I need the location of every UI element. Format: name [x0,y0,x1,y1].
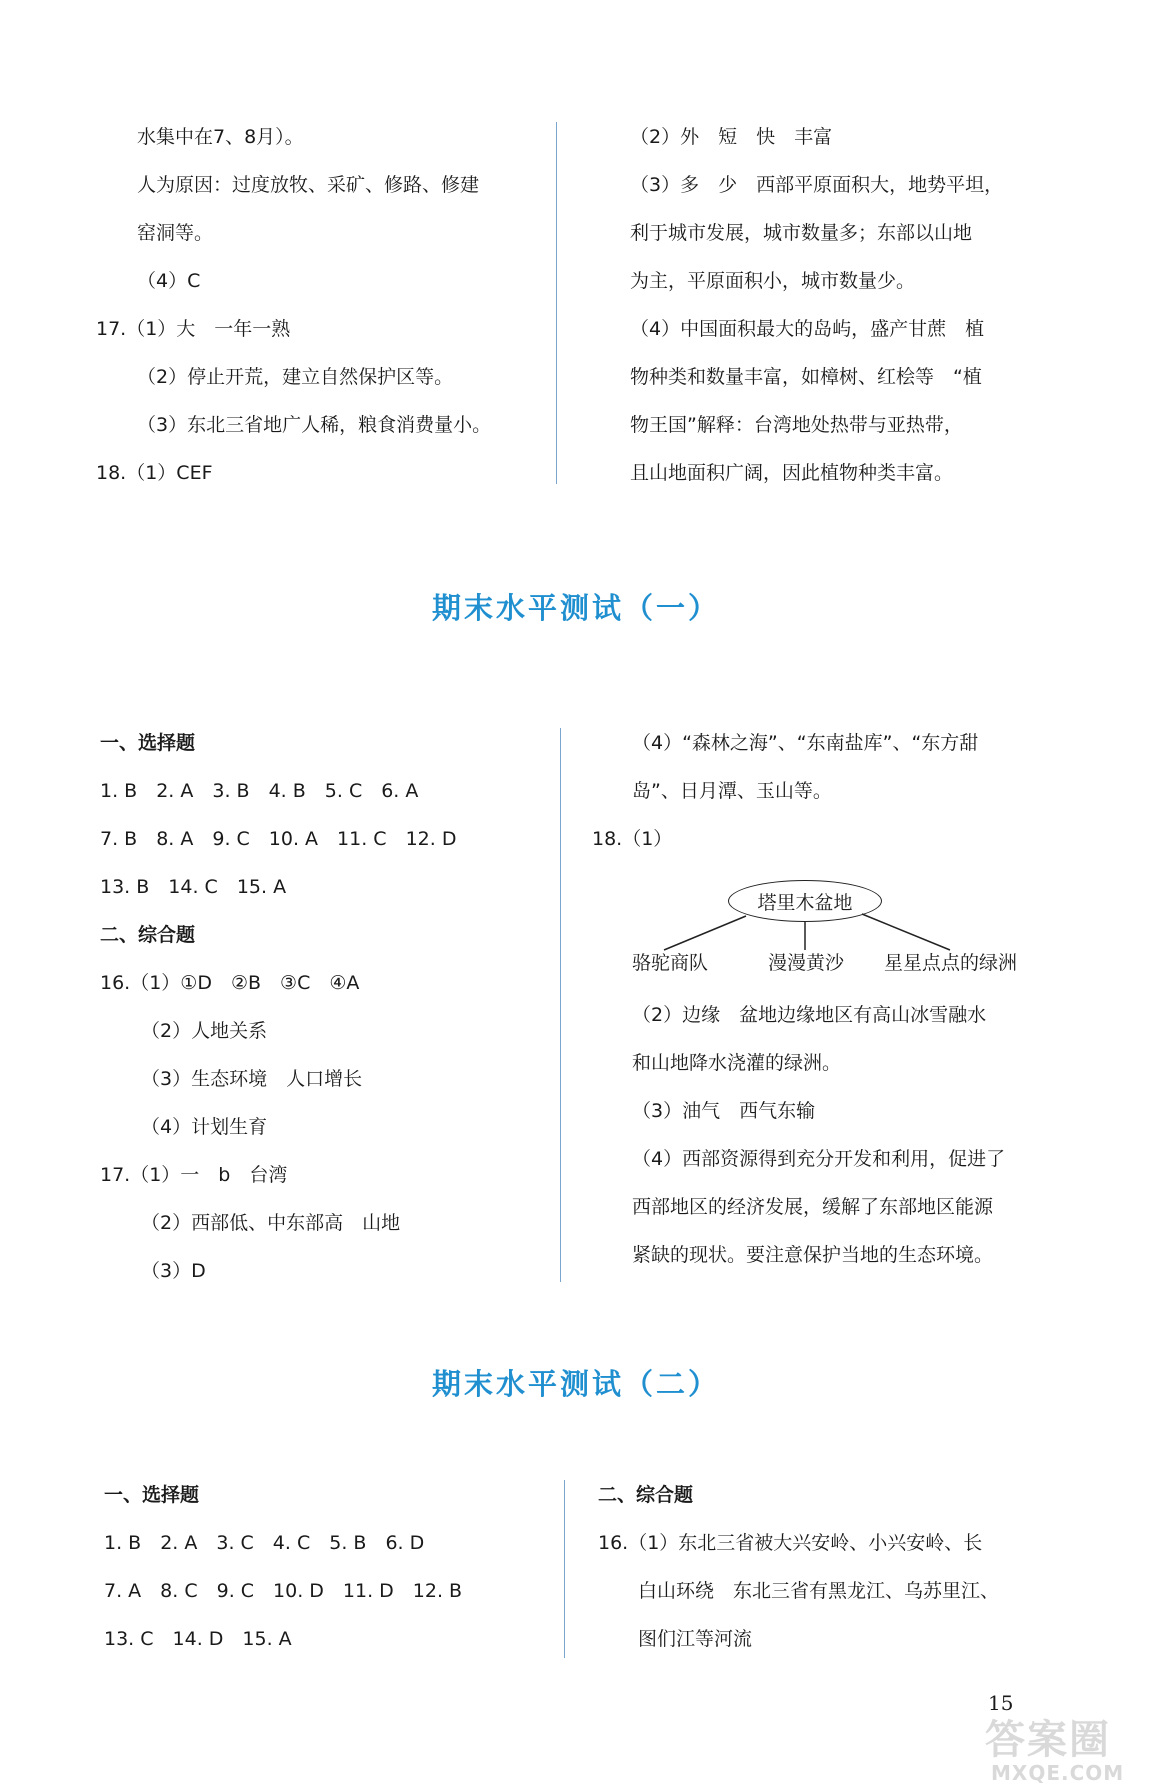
answer-line: 18.（1） [592,828,673,850]
answer-line: （2）边缘 盆地边缘地区有高山冰雪融水 [632,1004,987,1026]
answer-line: （2）西部低、中东部高 山地 [141,1212,401,1234]
answer-line: 物王国”解释：台湾地处热带与亚热带， [630,414,963,436]
answer-line: 13. C 14. D 15. A [104,1628,292,1650]
answer-line: （3）生态环境 人口增长 [141,1068,363,1090]
section-title: 期末水平测试（一） [431,591,720,625]
diagram-branch-line [664,916,746,950]
answer-line: （4）西部资源得到充分开发和利用，促进了 [632,1148,1006,1170]
answer-line: 窑洞等。 [137,222,214,244]
answer-line: 水集中在7、8月）。 [137,126,304,148]
answer-line: （2）人地关系 [141,1020,268,1042]
diagram-branch-label: 漫漫黄沙 [768,952,845,974]
answer-line: 7. A 8. C 9. C 10. D 11. D 12. B [104,1580,463,1602]
subsection-heading: 二、综合题 [100,924,196,946]
answer-line: 18.（1）CEF [96,462,213,484]
answer-line: 16.（1）①D ②B ③C ④A [100,972,360,994]
section-title: 期末水平测试（二） [431,1367,720,1401]
answer-line: （4）计划生育 [141,1116,268,1138]
answer-line: （2）外 短 快 丰富 [630,126,833,148]
diagram-center-label: 塔里木盆地 [757,891,853,914]
answer-line: 17.（1）大 一年一熟 [96,318,291,340]
answer-line: （2）停止开荒，建立自然保护区等。 [137,366,454,388]
answer-line: 为主，平原面积小，城市数量少。 [630,270,916,292]
answer-line: （4）C [137,270,201,292]
answer-line: 图们江等河流 [638,1628,753,1650]
answer-line: 岛”、日月潭、玉山等。 [632,780,832,802]
watermark-text: 答案圈 [985,1717,1111,1763]
answer-line: 7. B 8. A 9. C 10. A 11. C 12. D [100,828,457,850]
diagram-branch-label: 星星点点的绿洲 [884,952,1018,974]
answer-line: 1. B 2. A 3. B 4. B 5. C 6. A [100,780,419,802]
answer-line: （3）多 少 西部平原面积大，地势平坦， [630,174,1004,196]
answer-line: （4）中国面积最大的岛屿，盛产甘蔗 植 [630,318,985,340]
answer-line: （4）“森林之海”、“东南盐库”、“东方甜 [632,732,979,754]
answer-line: 1. B 2. A 3. C 4. C 5. B 6. D [104,1532,425,1554]
diagram-branch-line [862,914,950,950]
answer-line: 白山环绕 东北三省有黑龙江、乌苏里江、 [638,1580,1000,1602]
answer-line: 17.（1）一 b 台湾 [100,1164,288,1186]
answer-line: 16.（1）东北三省被大兴安岭、小兴安岭、长 [598,1532,983,1554]
column-divider [564,1480,565,1658]
answer-line: 利于城市发展，城市数量多；东部以山地 [630,222,973,244]
answer-line: 人为原因：过度放牧、采矿、修路、修建 [137,174,480,196]
answer-line: 紧缺的现状。要注意保护当地的生态环境。 [632,1244,994,1266]
answer-line: （3）油气 西气东输 [632,1100,816,1122]
answer-line: （3）D [141,1260,206,1282]
answer-line: 13. B 14. C 15. A [100,876,287,898]
diagram-branch-label: 骆驼商队 [632,952,709,974]
answer-line: 西部地区的经济发展，缓解了东部地区能源 [632,1196,994,1218]
answer-line: （3）东北三省地广人稀，粮食消费量小。 [137,414,492,436]
diagram-center-node [728,880,882,922]
answer-line: 且山地面积广阔，因此植物种类丰富。 [630,462,954,484]
watermark-logo [985,1718,1145,1788]
subsection-heading: 一、选择题 [100,732,196,754]
subsection-heading: 二、综合题 [598,1484,694,1506]
page-number: 15 [988,1691,1014,1715]
subsection-heading: 一、选择题 [104,1484,200,1506]
answer-line: 物种类和数量丰富，如樟树、红桧等 “植 [630,366,982,388]
watermark-url: MXQE.COM [991,1761,1125,1785]
answer-line: 和山地降水浇灌的绿洲。 [632,1052,842,1074]
